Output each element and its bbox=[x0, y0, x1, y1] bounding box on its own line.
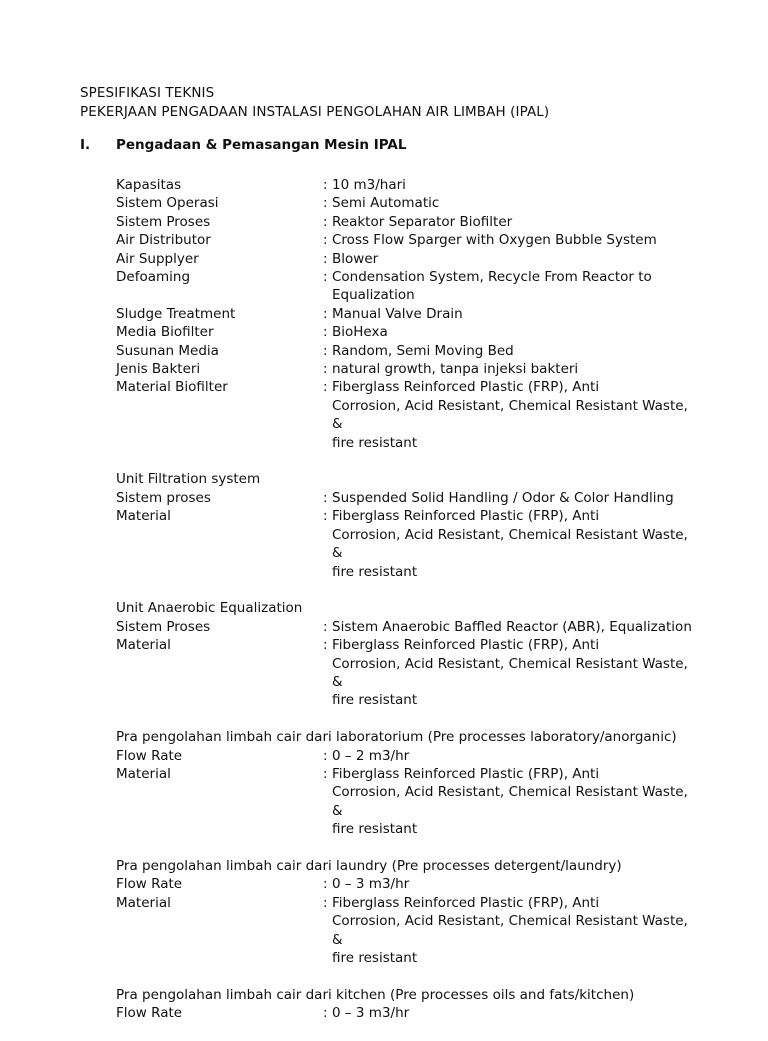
spec-value-continuation: Corrosion, Acid Resistant, Chemical Resistant Waste, & bbox=[332, 397, 688, 433]
spec-value-continuation: Equalization bbox=[332, 287, 415, 304]
spec-value: Manual Valve Drain bbox=[332, 305, 463, 322]
spec-group-title: Pra pengolahan limbah cair dari kitchen (Pre processes oils and fats/kitchen) bbox=[116, 986, 635, 1003]
spec-colon: : bbox=[323, 177, 328, 193]
spec-colon: : bbox=[323, 195, 328, 212]
spec-value-continuation: fire resistant bbox=[332, 950, 418, 966]
spec-label: Sistem Operasi bbox=[116, 195, 219, 212]
spec-colon: : bbox=[323, 213, 328, 230]
spec-colon: : bbox=[323, 489, 328, 506]
spec-value: 0 – 3 m3/hr bbox=[332, 1005, 410, 1022]
spec-colon: : bbox=[323, 637, 328, 654]
spec-group bbox=[116, 470, 696, 580]
spec-row bbox=[116, 875, 696, 893]
spec-group bbox=[116, 986, 696, 1023]
spec-group-title: Unit Filtration system bbox=[116, 471, 261, 488]
spec-label: Flow Rate bbox=[116, 1005, 183, 1022]
spec-row bbox=[116, 305, 696, 323]
spec-row bbox=[116, 378, 696, 396]
spec-value: BioHexa bbox=[332, 324, 388, 341]
spec-colon: : bbox=[323, 508, 328, 525]
spec-colon: : bbox=[323, 747, 328, 764]
spec-value: Fiberglass Reinforced Plastic (FRP), Anti bbox=[332, 637, 600, 654]
spec-value: Blower bbox=[332, 250, 379, 267]
spec-colon: : bbox=[323, 894, 328, 911]
spec-label: Material bbox=[116, 894, 171, 911]
spec-value-continuation: fire resistant bbox=[332, 563, 418, 580]
spec-row bbox=[116, 894, 696, 912]
spec-value: Cross Flow Sparger with Oxygen Bubble System bbox=[332, 232, 657, 249]
spec-label: Material bbox=[116, 765, 171, 782]
spec-row bbox=[116, 618, 696, 636]
spec-value-continuation: fire resistant bbox=[332, 821, 418, 838]
spec-row bbox=[116, 194, 696, 212]
spec-value-continuation: Corrosion, Acid Resistant, Chemical Resistant Waste, & bbox=[332, 526, 688, 562]
spec-label: Susunan Media bbox=[116, 342, 219, 359]
spec-colon: : bbox=[323, 269, 328, 286]
spec-label: Jenis Bakteri bbox=[116, 361, 201, 378]
spec-colon: : bbox=[323, 765, 328, 782]
spec-label: Sistem proses bbox=[116, 489, 211, 506]
spec-label: Sistem Proses bbox=[116, 213, 211, 230]
spec-label: Material bbox=[116, 637, 171, 654]
spec-value: 10 m3/hari bbox=[332, 177, 406, 193]
spec-row bbox=[116, 507, 696, 525]
spec-label: Air Distributor bbox=[116, 232, 211, 249]
spec-colon: : bbox=[323, 361, 328, 378]
spec-value-continuation: Corrosion, Acid Resistant, Chemical Resistant Waste, & bbox=[332, 913, 688, 948]
spec-group-title: Unit Anaerobic Equalization bbox=[116, 600, 303, 617]
spec-row bbox=[116, 268, 696, 286]
document-header bbox=[80, 84, 549, 122]
spec-value-continuation: fire resistant bbox=[332, 434, 418, 451]
spec-label: Flow Rate bbox=[116, 747, 183, 764]
spec-groups bbox=[116, 470, 696, 1022]
spec-row bbox=[116, 360, 696, 378]
spec-group bbox=[116, 857, 696, 967]
spec-label: Media Biofilter bbox=[116, 324, 214, 341]
spec-label: Flow Rate bbox=[116, 876, 183, 893]
spec-label: Defoaming bbox=[116, 269, 191, 286]
spec-row bbox=[116, 213, 696, 231]
spec-value: 0 – 2 m3/hr bbox=[332, 747, 410, 764]
spec-value: Random, Semi Moving Bed bbox=[332, 342, 514, 359]
spec-label: Material Biofilter bbox=[116, 379, 228, 396]
spec-row bbox=[116, 489, 696, 507]
spec-value-continuation: fire resistant bbox=[332, 692, 418, 709]
spec-colon: : bbox=[323, 379, 328, 396]
spec-row bbox=[116, 747, 696, 765]
spec-value: Fiberglass Reinforced Plastic (FRP), Anti bbox=[332, 508, 600, 525]
main-spec-list bbox=[116, 176, 696, 452]
spec-value: natural growth, tanpa injeksi bakteri bbox=[332, 361, 579, 378]
spec-value: 0 – 3 m3/hr bbox=[332, 876, 410, 893]
spec-row bbox=[116, 323, 696, 341]
spec-group bbox=[116, 599, 696, 709]
spec-value: Fiberglass Reinforced Plastic (FRP), Anti bbox=[332, 894, 600, 911]
document-subtitle: PEKERJAAN PENGADAAN INSTALASI PENGOLAHAN AIR LIMBAH (IPAL) bbox=[80, 104, 550, 120]
spec-colon: : bbox=[323, 876, 328, 893]
spec-row bbox=[116, 1004, 696, 1022]
section-title: Pengadaan & Pemasangan Mesin IPAL bbox=[116, 137, 407, 153]
spec-value: Sistem Anaerobic Baffled Reactor (ABR), Equalization bbox=[332, 618, 692, 635]
section-heading bbox=[80, 136, 406, 155]
spec-group-title: Pra pengolahan limbah cair dari laundry (Pre processes detergent/laundry) bbox=[116, 857, 622, 874]
spec-row bbox=[116, 636, 696, 654]
spec-value: Fiberglass Reinforced Plastic (FRP), Anti bbox=[332, 379, 600, 396]
spec-value: Semi Automatic bbox=[332, 195, 440, 212]
spec-row bbox=[116, 176, 696, 194]
spec-colon: : bbox=[323, 1005, 328, 1022]
document-title: SPESIFIKASI TEKNIS bbox=[80, 85, 215, 101]
spec-content bbox=[116, 176, 696, 1041]
spec-value-continuation: Corrosion, Acid Resistant, Chemical Resistant Waste, & bbox=[332, 784, 688, 819]
spec-colon: : bbox=[323, 232, 328, 249]
spec-value: Suspended Solid Handling / Odor & Color Handling bbox=[332, 489, 674, 506]
spec-row bbox=[116, 342, 696, 360]
spec-label: Kapasitas bbox=[116, 177, 182, 193]
spec-label: Air Supplyer bbox=[116, 250, 199, 267]
spec-value: Condensation System, Recycle From Reactor to bbox=[332, 269, 652, 286]
spec-colon: : bbox=[323, 324, 328, 341]
spec-label: Sistem Proses bbox=[116, 618, 211, 635]
spec-value: Reaktor Separator Biofilter bbox=[332, 213, 513, 230]
spec-value-continuation: Corrosion, Acid Resistant, Chemical Resistant Waste, & bbox=[332, 655, 688, 690]
spec-value: Fiberglass Reinforced Plastic (FRP), Anti bbox=[332, 765, 600, 782]
spec-label: Material bbox=[116, 508, 171, 525]
spec-label: Sludge Treatment bbox=[116, 305, 236, 322]
spec-colon: : bbox=[323, 305, 328, 322]
spec-colon: : bbox=[323, 342, 328, 359]
spec-group-title: Pra pengolahan limbah cair dari laboratorium (Pre processes laboratory/anorganic) bbox=[116, 729, 677, 746]
spec-row bbox=[116, 231, 696, 249]
spec-row bbox=[116, 250, 696, 268]
section-number: I. bbox=[80, 137, 91, 153]
spec-colon: : bbox=[323, 618, 328, 635]
spec-group bbox=[116, 728, 696, 838]
spec-colon: : bbox=[323, 250, 328, 267]
spec-row bbox=[116, 765, 696, 783]
